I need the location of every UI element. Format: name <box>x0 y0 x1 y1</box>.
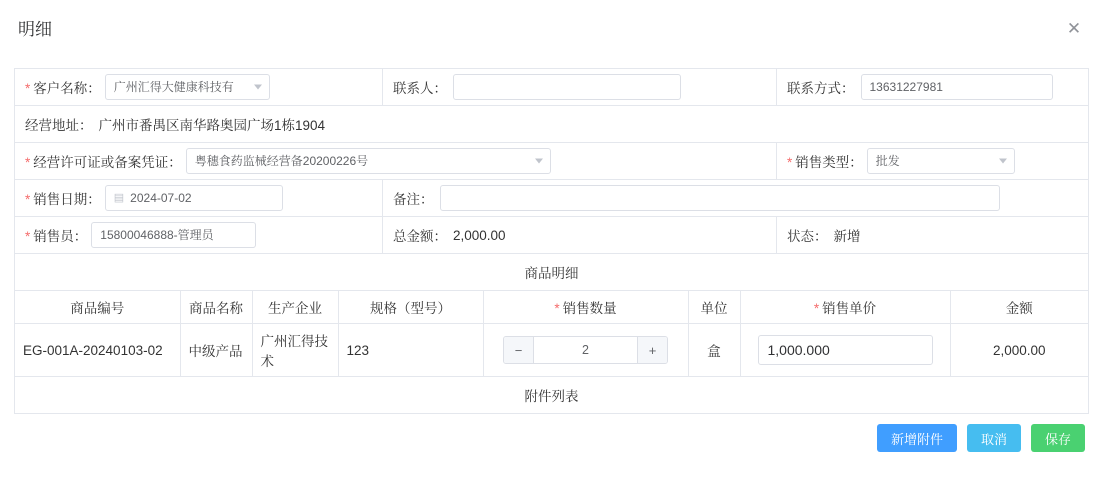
price-input[interactable] <box>758 335 933 365</box>
quantity-decrement-button[interactable]: − <box>504 337 534 363</box>
license-value: 粤穗食药监械经营备20200226号 <box>194 154 369 168</box>
field-status <box>777 217 1088 253</box>
remark-label: 备注： <box>393 192 434 207</box>
calendar-icon: ▤ <box>113 191 125 204</box>
license-label: * 经营许可证或备案凭证： <box>25 155 182 170</box>
required-mark: * <box>25 229 31 244</box>
salesman-value: 15800046888-管理员 <box>100 228 214 242</box>
cancel-button[interactable]: 取消 <box>967 424 1021 452</box>
field-license <box>15 143 777 179</box>
goods-table <box>15 291 1088 377</box>
quantity-stepper[interactable] <box>503 336 668 364</box>
phone-value: 13631227981 <box>869 80 943 94</box>
goods-section-title-row <box>15 254 1088 291</box>
phone-input[interactable] <box>861 74 1053 100</box>
customer-value: 广州汇得大健康科技有 <box>113 80 234 94</box>
cell-amount: 2,000.00 <box>950 324 1088 377</box>
goods-table-header-row <box>15 291 1088 324</box>
col-code: 商品编号 <box>15 291 180 324</box>
field-sale-date <box>15 180 383 216</box>
table-row <box>15 324 1088 377</box>
col-unit: 单位 <box>688 291 740 324</box>
chevron-down-icon <box>535 159 543 164</box>
cell-code: EG-001A-20240103-02 <box>15 324 180 377</box>
sale-type-select[interactable] <box>867 148 1015 174</box>
chevron-down-icon <box>999 159 1007 164</box>
contact-input[interactable] <box>453 74 681 100</box>
field-sale-type <box>777 143 1088 179</box>
price-value: 1,000.000 <box>767 342 830 358</box>
attachments-section-title-row <box>15 377 1088 414</box>
sale-date-input[interactable] <box>105 185 283 211</box>
address-label: 经营地址： <box>25 118 93 133</box>
required-mark: * <box>813 301 820 316</box>
total-value: 2,000.00 <box>453 227 506 243</box>
required-mark: * <box>25 155 31 170</box>
status-label: 状态： <box>787 229 828 244</box>
cell-spec: 123 <box>338 324 483 377</box>
col-factory: 生产企业 <box>252 291 338 324</box>
col-spec: 规格（型号） <box>338 291 483 324</box>
contact-label: 联系人： <box>393 81 447 96</box>
field-contact <box>383 69 777 105</box>
dialog-title: 明细 <box>18 20 52 39</box>
goods-table-body <box>15 324 1088 377</box>
required-mark: * <box>787 155 793 170</box>
license-select[interactable] <box>186 148 551 174</box>
cell-qty <box>483 324 688 377</box>
status-value: 新增 <box>833 229 861 244</box>
goods-table-head <box>15 291 1088 324</box>
col-name: 商品名称 <box>180 291 252 324</box>
customer-label: * 客户名称： <box>25 81 101 96</box>
salesman-input[interactable] <box>91 222 256 248</box>
address-value: 广州市番禺区南华路奥园广场1栋1904 <box>98 118 326 133</box>
required-mark: * <box>25 81 31 96</box>
save-button[interactable]: 保存 <box>1031 424 1085 452</box>
cell-unit: 盒 <box>688 324 740 377</box>
required-mark: * <box>554 301 560 316</box>
goods-section-title: 商品明细 <box>524 266 579 281</box>
cell-factory: 广州汇得技术 <box>252 324 338 377</box>
col-amount: 金额 <box>950 291 1088 324</box>
sale-type-label: * 销售类型： <box>787 155 863 170</box>
form-row-date <box>15 180 1088 217</box>
field-remark <box>383 180 1088 216</box>
form-row-salesman <box>15 217 1088 254</box>
total-label: 总金额： <box>393 229 447 244</box>
detail-form <box>14 68 1089 414</box>
chevron-down-icon <box>254 85 262 90</box>
attachments-section-title: 附件列表 <box>524 389 579 404</box>
remark-input[interactable] <box>440 185 1000 211</box>
field-phone <box>777 69 1088 105</box>
cell-name: 中级产品 <box>180 324 252 377</box>
sale-date-value: 2024-07-02 <box>130 191 192 205</box>
cell-price <box>740 324 950 377</box>
close-icon[interactable]: ✕ <box>1066 19 1082 38</box>
customer-select[interactable] <box>105 74 270 100</box>
phone-label: 联系方式： <box>787 81 855 96</box>
field-salesman <box>15 217 383 253</box>
form-row-license <box>15 143 1088 180</box>
field-address <box>15 106 1088 142</box>
col-qty: * 销售数量 <box>483 291 688 324</box>
add-attachment-button[interactable]: 新增附件 <box>877 424 957 452</box>
form-row-address <box>15 106 1088 143</box>
field-total <box>383 217 777 253</box>
dialog-header <box>0 0 1103 60</box>
salesman-label: * 销售员： <box>25 229 88 244</box>
required-mark: * <box>25 192 31 207</box>
quantity-increment-button[interactable]: + <box>637 337 667 363</box>
sale-date-label: * 销售日期： <box>25 192 101 207</box>
dialog-footer <box>877 424 1085 452</box>
quantity-value[interactable]: 2 <box>582 343 589 357</box>
form-row-customer <box>15 69 1088 106</box>
col-price: * 销售单价 <box>740 291 950 324</box>
sale-type-value: 批发 <box>875 154 900 168</box>
field-customer <box>15 69 383 105</box>
